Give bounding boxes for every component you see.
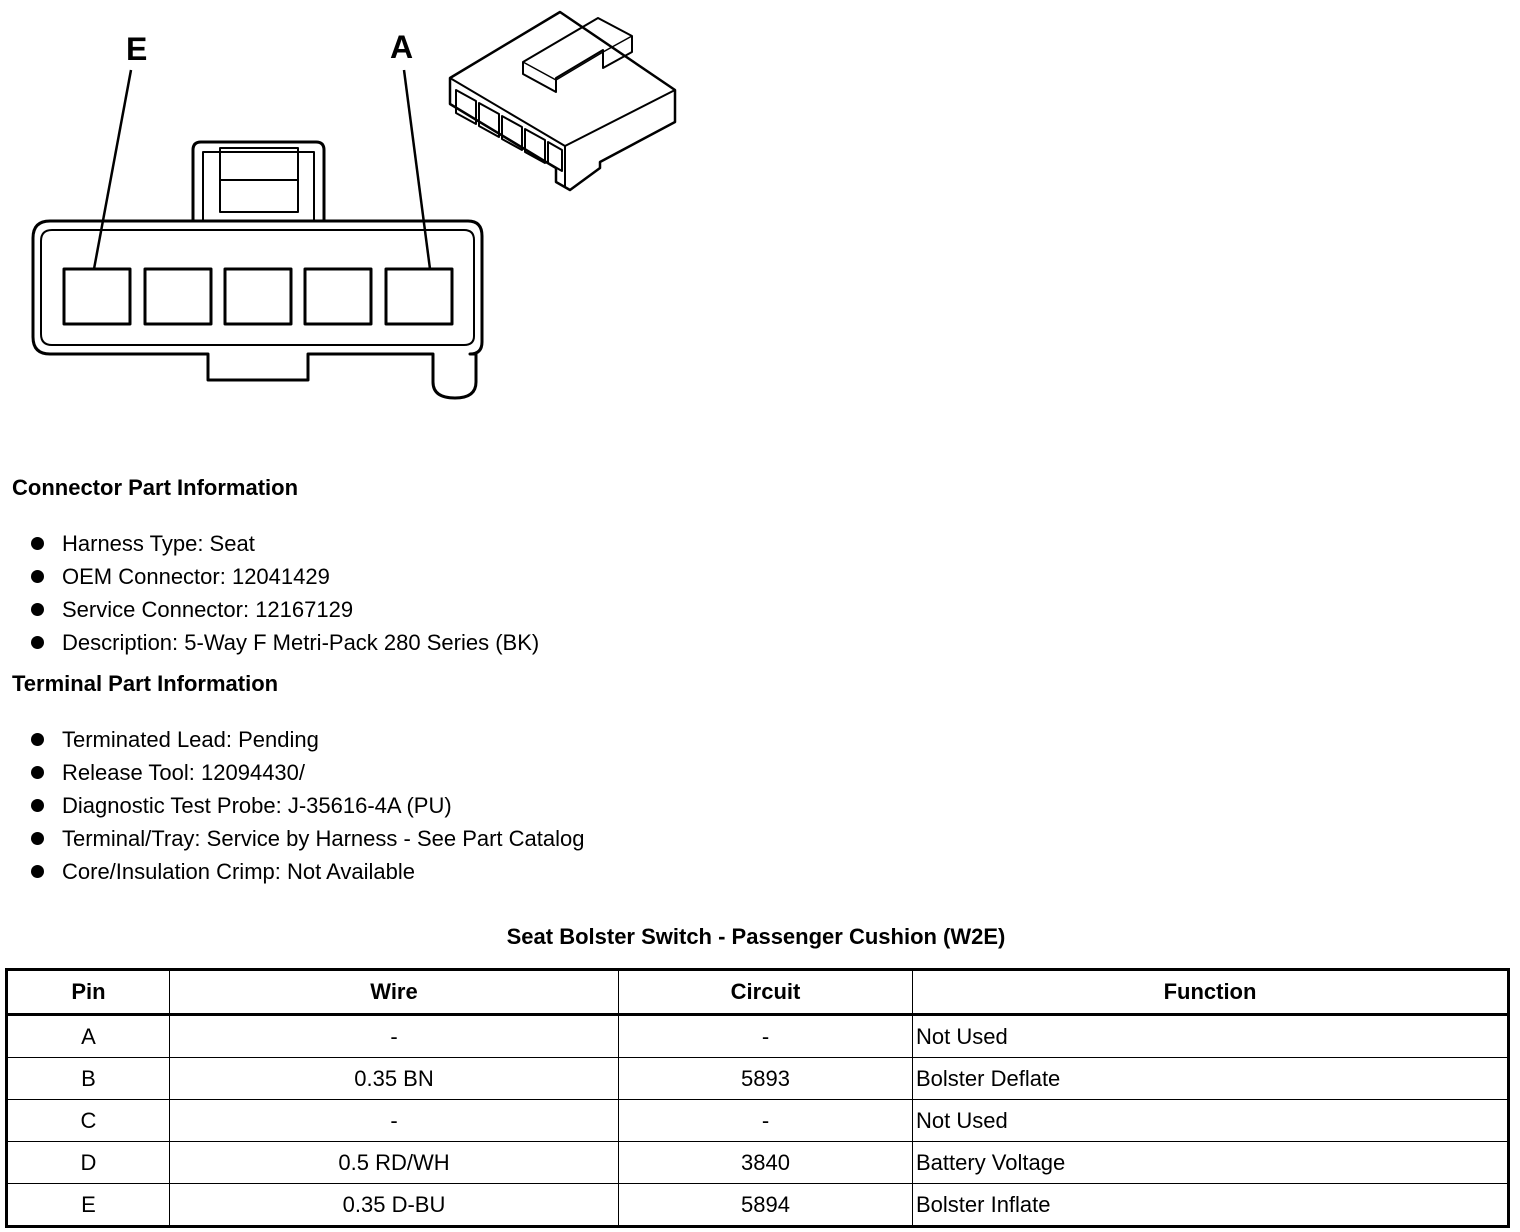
pin-label-a: A (390, 29, 414, 65)
leader-line-e (94, 70, 131, 269)
table-row (7, 1100, 1509, 1142)
list-item: Service Connector: 12167129 (26, 593, 539, 626)
column-header-circuit: Circuit (619, 970, 913, 1015)
pin-cavity-a (386, 269, 452, 324)
circuit-cell: - (619, 1100, 913, 1142)
function-cell: Battery Voltage (913, 1142, 1509, 1184)
connector-body (33, 221, 482, 398)
pin-cell: C (7, 1100, 170, 1142)
list-item: Core/Insulation Crimp: Not Available (26, 855, 585, 888)
pin-cavity-c (225, 269, 291, 324)
pin-label-e: E (126, 31, 148, 67)
wire-cell: - (170, 1015, 619, 1058)
circuit-cell: 5894 (619, 1184, 913, 1227)
bullet-icon (31, 865, 44, 878)
pin-cavity-d (145, 269, 211, 324)
circuit-cell: - (619, 1015, 913, 1058)
bullet-icon (31, 733, 44, 746)
connector-diagram (0, 0, 700, 420)
bullet-icon (31, 603, 44, 616)
table-row (7, 1184, 1509, 1227)
terminal-info-heading: Terminal Part Information (12, 671, 279, 696)
function-cell: Not Used (913, 1100, 1509, 1142)
circuit-cell: 3840 (619, 1142, 913, 1184)
column-header-wire: Wire (170, 970, 619, 1015)
pin-cell: B (7, 1058, 170, 1100)
terminal-info-list (26, 723, 585, 888)
bullet-icon (31, 832, 44, 845)
connector-info-list (26, 527, 539, 659)
wire-cell: - (170, 1100, 619, 1142)
list-item: Terminated Lead: Pending (26, 723, 585, 756)
column-header-function: Function (913, 970, 1509, 1015)
list-item: Diagnostic Test Probe: J-35616-4A (PU) (26, 789, 585, 822)
pin-cell: A (7, 1015, 170, 1058)
list-item: Release Tool: 12094430/ (26, 756, 585, 789)
table-row (7, 1015, 1509, 1058)
connector-latch (193, 142, 324, 220)
list-item: Terminal/Tray: Service by Harness - See Part Catalog (26, 822, 585, 855)
bullet-icon (31, 570, 44, 583)
wire-cell: 0.35 D-BU (170, 1184, 619, 1227)
list-item: Description: 5-Way F Metri-Pack 280 Series (BK) (26, 626, 539, 659)
function-cell: Not Used (913, 1015, 1509, 1058)
function-cell: Bolster Inflate (913, 1184, 1509, 1227)
table-header-row (7, 970, 1509, 1015)
column-header-pin: Pin (7, 970, 170, 1015)
wire-cell: 0.35 BN (170, 1058, 619, 1100)
connector-isometric-view (450, 12, 675, 190)
table-row (7, 1058, 1509, 1100)
pin-cell: E (7, 1184, 170, 1227)
function-cell: Bolster Deflate (913, 1058, 1509, 1100)
bullet-icon (31, 537, 44, 550)
pin-cavity-e (64, 269, 130, 324)
table-title: Seat Bolster Switch - Passenger Cushion (W2E) (506, 924, 1006, 949)
pin-cell: D (7, 1142, 170, 1184)
wire-cell: 0.5 RD/WH (170, 1142, 619, 1184)
list-item: OEM Connector: 12041429 (26, 560, 539, 593)
leader-line-a (404, 70, 430, 269)
bullet-icon (31, 766, 44, 779)
bullet-icon (31, 799, 44, 812)
pin-table (5, 968, 1510, 1228)
table-row (7, 1142, 1509, 1184)
circuit-cell: 5893 (619, 1058, 913, 1100)
pin-cavity-b (305, 269, 371, 324)
bullet-icon (31, 636, 44, 649)
list-item: Harness Type: Seat (26, 527, 539, 560)
connector-info-heading: Connector Part Information (12, 475, 299, 500)
